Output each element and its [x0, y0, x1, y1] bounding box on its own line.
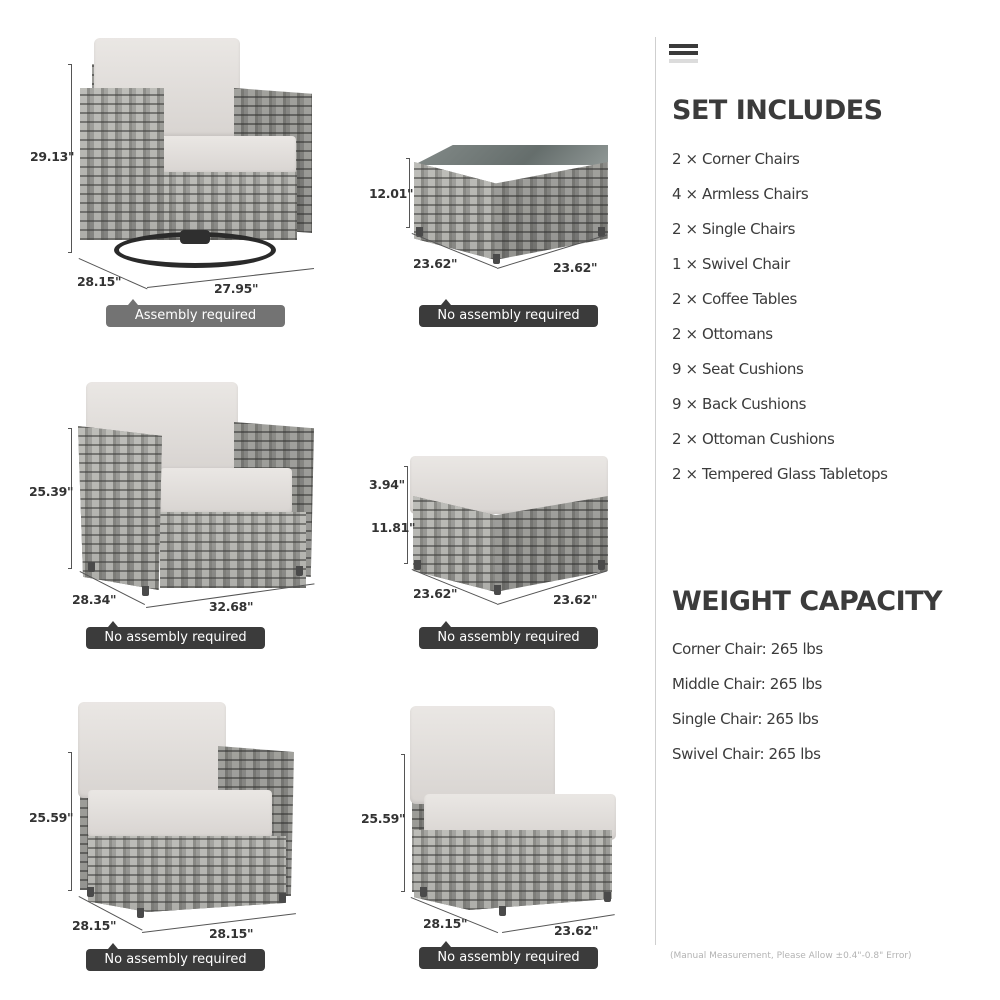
assembly-badge: No assembly required — [86, 627, 265, 649]
ottoman-leg — [494, 585, 501, 595]
table-left-face — [414, 162, 496, 260]
weight-capacity-title: WEIGHT CAPACITY — [672, 586, 943, 617]
height-label: 12.01" — [369, 186, 414, 201]
set-item: 2 × Ottoman Cushions — [672, 430, 835, 448]
back-cushion — [78, 702, 226, 798]
depth-label: 23.62" — [413, 256, 458, 271]
measurement-note: (Manual Measurement, Please Allow ±0.4"-0.8" Error) — [670, 951, 912, 961]
set-item: 2 × Ottomans — [672, 325, 773, 343]
depth-label: 28.15" — [72, 918, 117, 933]
weight-item: Single Chair: 265 lbs — [672, 710, 819, 728]
width-label: 23.62" — [553, 260, 598, 275]
seat-cushion — [160, 468, 292, 514]
chair-front-base — [414, 830, 612, 910]
table-right-face — [495, 162, 608, 260]
set-item: 1 × Swivel Chair — [672, 255, 790, 273]
set-item: 2 × Coffee Tables — [672, 290, 797, 308]
weight-item: Swivel Chair: 265 lbs — [672, 745, 821, 763]
assembly-badge: No assembly required — [419, 627, 598, 649]
height-line — [407, 466, 408, 564]
swivel-post — [180, 230, 210, 244]
seat-cushion — [162, 136, 296, 174]
menu-icon — [669, 43, 698, 65]
chair-leg — [296, 566, 303, 576]
depth-label: 23.62" — [413, 586, 458, 601]
set-includes-title: SET INCLUDES — [672, 95, 883, 126]
width-label: 27.95" — [214, 281, 259, 296]
assembly-badge: No assembly required — [86, 949, 265, 971]
cushion-height-label: 3.94" — [369, 477, 405, 492]
height-label: 25.59" — [361, 811, 406, 826]
menu-bar — [669, 44, 698, 48]
height-label: 25.59" — [29, 810, 74, 825]
chair-front-base — [160, 512, 306, 588]
chair-leg — [137, 908, 144, 918]
back-cushion — [410, 706, 555, 804]
chair-leg — [142, 586, 149, 596]
chair-front-base — [88, 836, 286, 912]
set-item: 4 × Armless Chairs — [672, 185, 809, 203]
set-item: 2 × Corner Chairs — [672, 150, 800, 168]
chair-left-arm — [80, 88, 164, 240]
seat-cushion — [88, 790, 272, 838]
chair-leg — [88, 562, 95, 572]
table-leg — [493, 254, 500, 264]
width-label: 32.68" — [209, 599, 254, 614]
assembly-badge: No assembly required — [419, 305, 598, 327]
chair-leg — [604, 892, 611, 902]
set-item: 2 × Single Chairs — [672, 220, 796, 238]
chair-leg — [279, 893, 286, 903]
column-divider — [655, 37, 656, 945]
ottoman-leg — [598, 560, 605, 570]
depth-label: 28.15" — [77, 274, 122, 289]
weight-item: Corner Chair: 265 lbs — [672, 640, 823, 658]
chair-leg — [87, 887, 94, 897]
menu-bar — [669, 51, 698, 55]
set-item: 9 × Back Cushions — [672, 395, 807, 413]
width-label: 23.62" — [553, 592, 598, 607]
assembly-badge: No assembly required — [419, 947, 598, 969]
set-item: 2 × Tempered Glass Tabletops — [672, 465, 888, 483]
depth-label: 28.34" — [72, 592, 117, 607]
menu-bar — [669, 59, 698, 63]
depth-label: 28.15" — [423, 916, 468, 931]
height-label: 29.13" — [30, 149, 75, 164]
set-item: 9 × Seat Cushions — [672, 360, 804, 378]
chair-leg — [420, 887, 427, 897]
chair-leg — [499, 906, 506, 916]
width-label: 23.62" — [554, 923, 599, 938]
weight-item: Middle Chair: 265 lbs — [672, 675, 822, 693]
assembly-badge: Assembly required — [106, 305, 285, 327]
base-height-label: 11.81" — [371, 520, 416, 535]
width-label: 28.15" — [209, 926, 254, 941]
height-label: 25.39" — [29, 484, 74, 499]
ottoman-leg — [414, 560, 421, 570]
glass-tabletop — [414, 145, 608, 165]
